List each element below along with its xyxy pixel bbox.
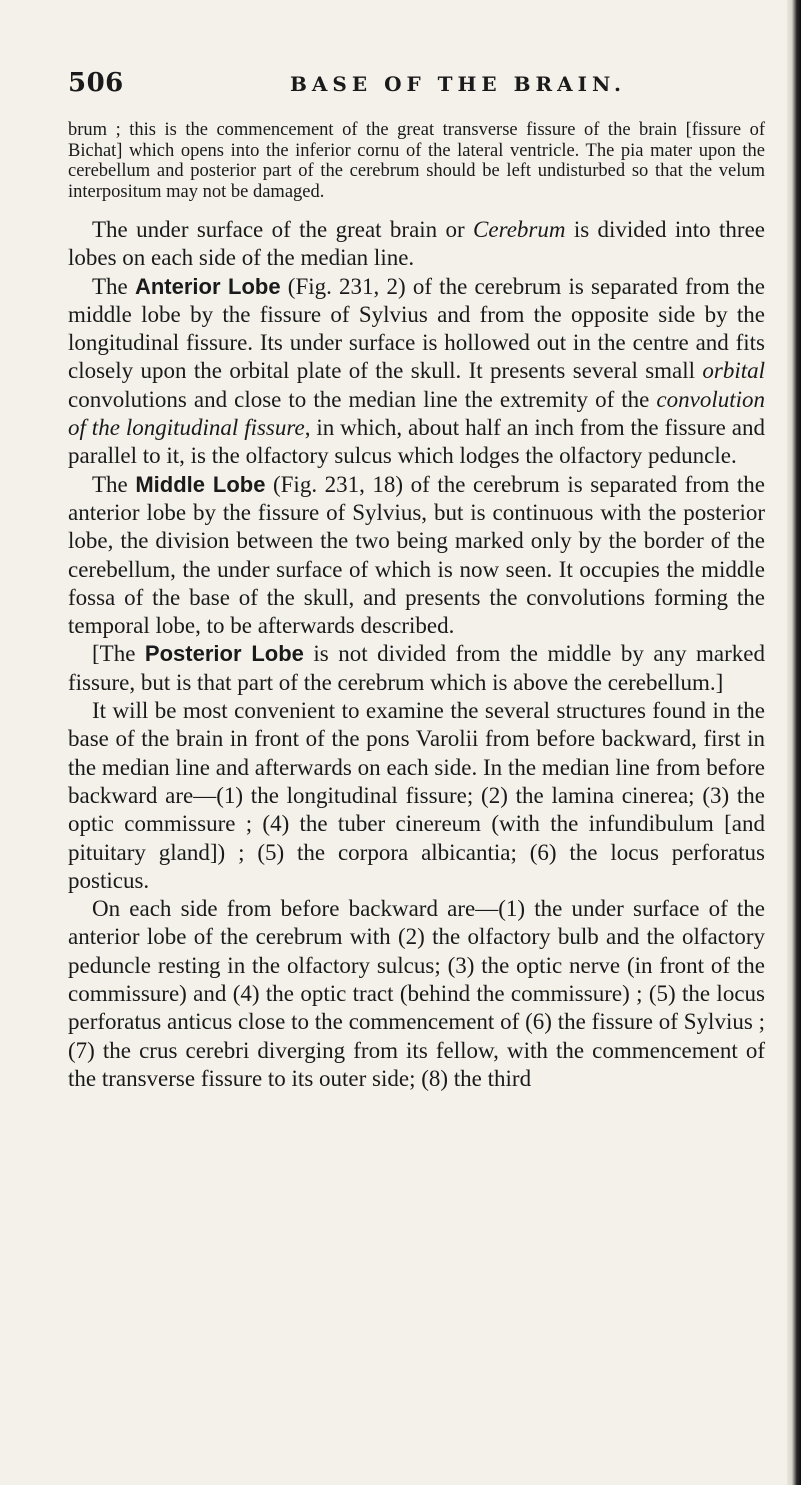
paragraph-continuation: brum ; this is the commencement of the great transverse fissure of the brain [fissure of Bichat] which opens into the inferior cornu of the lateral ventricle. The pia mater upon the cerebellum and posterior part of the cerebrum should be left undisturbed so that the velum interpositum may not be damaged. — [68, 120, 765, 202]
text-span: The under surface of the great brain or — [92, 217, 474, 242]
text-span: is not divided from the middle by any marked fissure, but is that part of the cerebrum which is above the cerebellum.] — [68, 641, 765, 695]
page-number: 506 — [68, 68, 124, 98]
text-span: (Fig. 231, 2) of the cerebrum is separated from the middle lobe by the fissure of Sylvius and from the opposite side by the longitudinal fissure. Its under surface is hollowed out in the centre and fits closely upon the orbital plate of the skull. It presents several small — [68, 273, 765, 384]
section-heading: Middle Lobe — [135, 471, 266, 497]
paragraph-lateral-structures: On each side from before backward are—(1) the under surface of the anterior lobe of the cerebrum with (2) the olfactory bulb and the olfactory peduncle resting in the olfactory sulcus; (3) the optic nerve (in front of the commissure) and (4) the optic tract (behind the commissure) ; (5) the locus perforatus anticus close to the commencement of (6) the fissure of Sylvius ; (7) the crus cerebri diverging from its fellow, with the commencement of the transverse fissure to its outer side; (8) the third — [68, 896, 765, 1091]
text-span: (Fig. 231, 18) of the cerebrum is separated from the anterior lobe by the fissure of Sylvius, but is continuous with the posterior lobe, the division between the two being marked only by the border of the cerebellum, the under surface of which is now seen. It occupies the middle fossa of the base of the skull, and presents the convolutions forming the temporal lobe, to be afterwards described. — [68, 471, 765, 639]
paragraph-cerebrum — [68, 216, 765, 273]
section-heading: Posterior Lobe — [144, 641, 304, 667]
text-span: convolutions and close to the median line the extremity of the — [68, 386, 657, 412]
italic-term: convolution of the longitudinal fissure — [68, 386, 765, 441]
italic-term: orbital — [702, 358, 765, 384]
running-head: BASE OF THE BRAIN. — [290, 72, 627, 96]
italic-term: Cerebrum — [473, 217, 566, 242]
paragraph-median-structures: It will be most convenient to examine the several structures found in the base of the brain in front of the pons Varolii from before backward, first in the median line and afterwards on each side. In the median line from before backward are—(1) the longitudinal fissure; (2) the lamina cinerea; (3) the optic commissure ; (4) the tuber cinereum (with the infundibulum [and pituitary gland]) ; (5) the corpora albicantia; (6) the locus perforatus posticus. — [68, 698, 765, 893]
paragraph-posterior-lobe — [68, 640, 765, 697]
page-header — [68, 68, 768, 108]
text-span: The — [92, 273, 135, 299]
page-edge-shadow — [787, 0, 801, 1485]
section-heading: Anterior Lobe — [134, 273, 281, 299]
paragraph-middle-lobe — [68, 471, 765, 641]
text-span: is divided into three lobes on each side of the median line. — [68, 217, 765, 271]
text-span: , in which, about half an inch from the fissure and parallel to it, is the olfactory sulcus which lodges the olfactory peduncle. — [68, 415, 765, 469]
paragraph-anterior-lobe — [68, 273, 765, 471]
text-span: The — [92, 471, 136, 497]
body-text — [68, 120, 765, 1093]
text-span: [The — [92, 641, 145, 667]
